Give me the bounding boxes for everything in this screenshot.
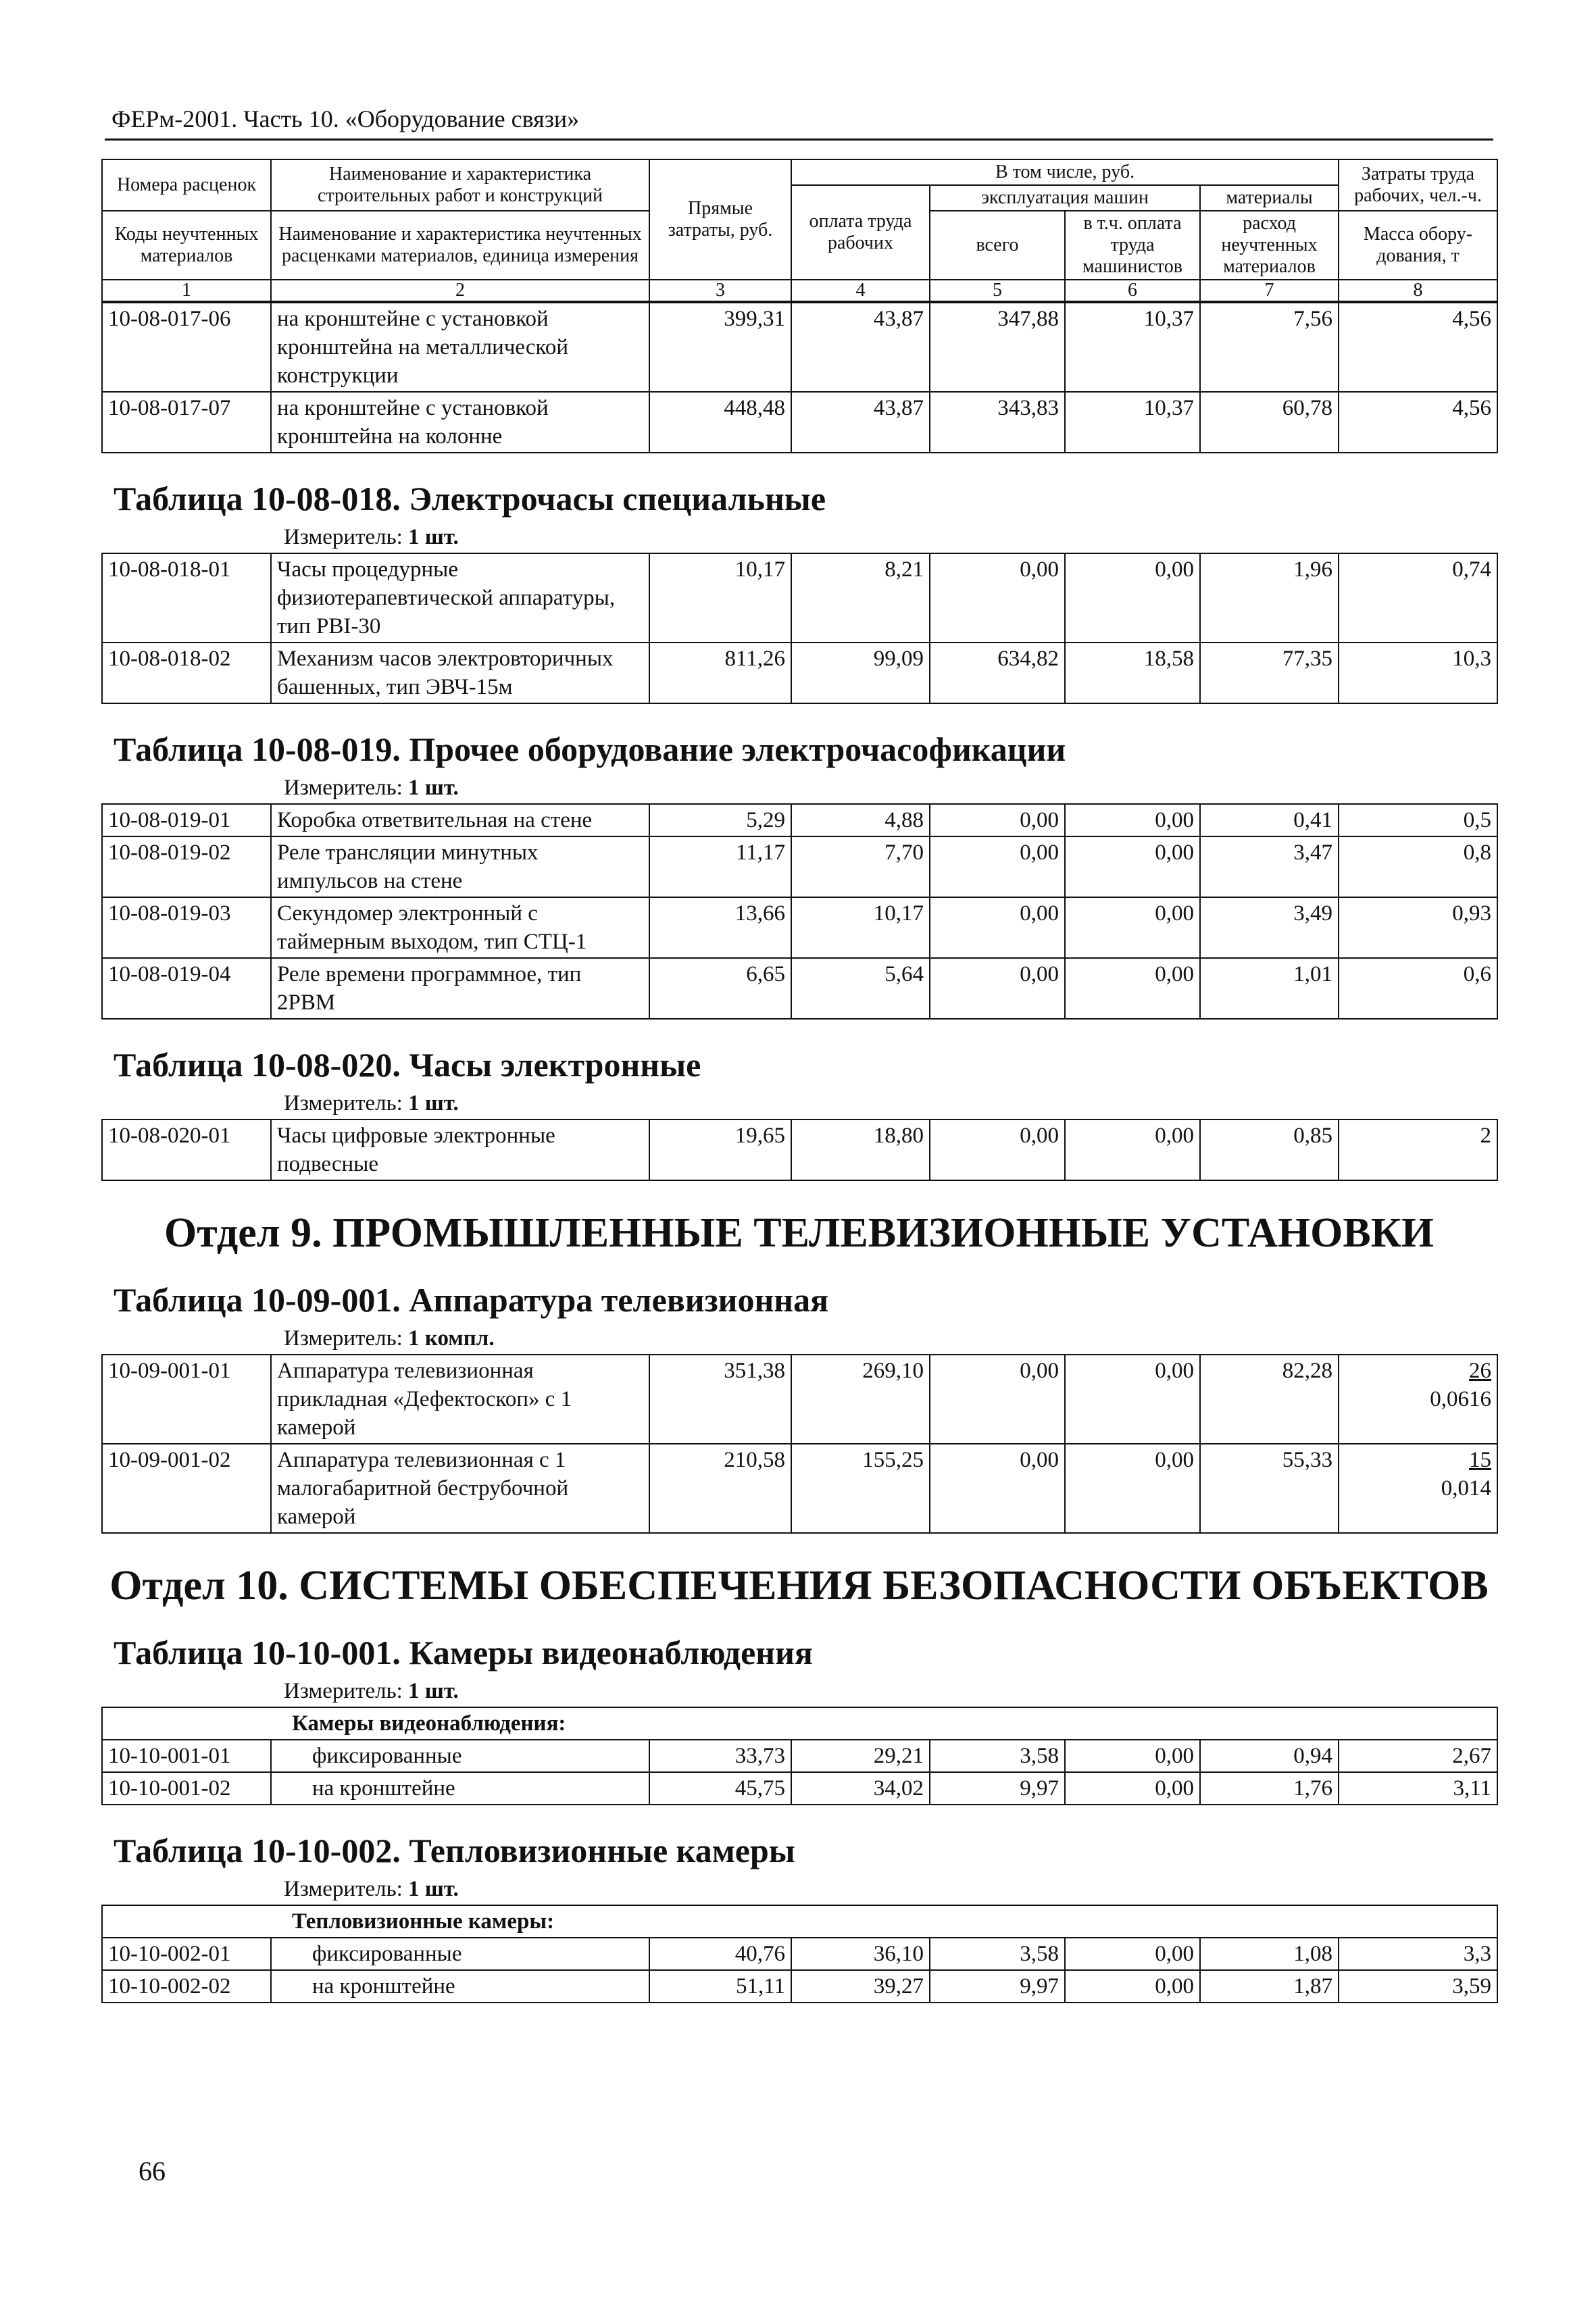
table-10-08-020: [101, 1119, 1498, 1181]
table-row: [102, 553, 1497, 643]
row-c7: 1,08: [1200, 1938, 1339, 1970]
row-c5: 0,00: [930, 958, 1065, 1019]
table-title: Таблица 10-10-001. Камеры видеонаблюдения: [114, 1634, 813, 1671]
row-code: 10-08-018-01: [102, 553, 271, 643]
col-num: 7: [1200, 280, 1339, 301]
row-c4: 18,80: [791, 1120, 930, 1180]
row-name: на кронштейне: [271, 1772, 649, 1805]
meter-line: [284, 1877, 1497, 1902]
row-c3: 11,17: [649, 836, 791, 897]
table-row: [102, 392, 1497, 453]
row-c5: 343,83: [930, 392, 1065, 453]
meter-label: Измеритель:: [284, 1679, 403, 1703]
row-name: Часы цифровые электронные подвесные: [271, 1120, 649, 1180]
row-c3: 45,75: [649, 1772, 791, 1805]
meter-value: 1 компл.: [408, 1326, 495, 1351]
table-row: [102, 303, 1497, 392]
row-name: Коробка ответвительная на стене: [271, 804, 649, 836]
row-c8: [1339, 1444, 1497, 1533]
table-row: [102, 1355, 1497, 1444]
row-c7: 1,87: [1200, 1970, 1339, 2003]
table-row: [102, 958, 1497, 1019]
row-c8: 3,11: [1339, 1772, 1497, 1805]
row-c6: 0,00: [1065, 1355, 1200, 1444]
col-num: 1: [102, 280, 271, 301]
row-c6: 10,37: [1065, 392, 1200, 453]
labor-value: 26: [1469, 1359, 1491, 1383]
group-label: Тепловизионные камеры:: [102, 1905, 1497, 1938]
row-code: 10-08-017-07: [102, 392, 271, 453]
meter-line: [284, 776, 1497, 801]
row-c6: 0,00: [1065, 1740, 1200, 1772]
row-c3: 40,76: [649, 1938, 791, 1970]
row-c5: 3,58: [930, 1740, 1065, 1772]
row-c7: 1,96: [1200, 553, 1339, 643]
row-c3: 33,73: [649, 1740, 791, 1772]
meter-label: Измеритель:: [284, 776, 403, 800]
row-c5: 0,00: [930, 1120, 1065, 1180]
row-c4: 5,64: [791, 958, 930, 1019]
row-c5: 0,00: [930, 1444, 1065, 1533]
row-code: 10-08-017-06: [102, 303, 271, 392]
row-c8: 0,8: [1339, 836, 1497, 897]
group-row: [102, 1707, 1497, 1740]
row-c8: [1339, 1355, 1497, 1444]
row-c3: 448,48: [649, 392, 791, 453]
meter-label: Измеритель:: [284, 1326, 403, 1351]
col-num: 2: [271, 280, 649, 301]
row-code: 10-08-018-02: [102, 643, 271, 703]
meter-label: Измеритель:: [284, 525, 403, 549]
row-c3: 51,11: [649, 1970, 791, 2003]
row-c3: 811,26: [649, 643, 791, 703]
row-c4: 99,09: [791, 643, 930, 703]
row-code: 10-08-019-02: [102, 836, 271, 897]
row-c6: 0,00: [1065, 1120, 1200, 1180]
table-row: [102, 1970, 1497, 2003]
row-c3: 399,31: [649, 303, 791, 392]
row-c3: 10,17: [649, 553, 791, 643]
meter-line: [284, 1326, 1497, 1351]
row-c3: 351,38: [649, 1355, 791, 1444]
row-name: Реле времени программное, тип 2РВМ: [271, 958, 649, 1019]
hdr-col3: Прямые затраты, руб.: [649, 159, 791, 280]
hdr-col6: в т.ч. оплата труда машинистов: [1065, 211, 1200, 280]
row-name: Аппаратура телевизионная прикладная «Дефектоскоп» с 1 камерой: [271, 1355, 649, 1444]
row-c6: 0,00: [1065, 1938, 1200, 1970]
table-title: Таблица 10-08-020. Часы электронные: [114, 1046, 701, 1084]
row-code: 10-10-001-01: [102, 1740, 271, 1772]
col-num: 4: [791, 280, 930, 301]
row-name: Аппаратура телевизионная с 1 малогабаритной беструбочной камерой: [271, 1444, 649, 1533]
column-header-table: [101, 159, 1498, 302]
row-c5: 347,88: [930, 303, 1065, 392]
table-10-08-018: [101, 553, 1498, 704]
row-c4: 29,21: [791, 1740, 930, 1772]
row-c7: 0,41: [1200, 804, 1339, 836]
row-name: фиксированные: [271, 1740, 649, 1772]
meter-value: 1 шт.: [408, 1091, 459, 1115]
table-row: [102, 1444, 1497, 1533]
hdr-col8-top: Затраты труда рабочих, чел.-ч.: [1339, 159, 1497, 211]
row-code: 10-10-001-02: [102, 1772, 271, 1805]
row-name: на кронштейне с установкой кронштейна на металлической конструкции: [271, 303, 649, 392]
row-c7: 1,76: [1200, 1772, 1339, 1805]
row-c7: 3,49: [1200, 897, 1339, 958]
row-c4: 4,88: [791, 804, 930, 836]
row-name: на кронштейне с установкой кронштейна на колонне: [271, 392, 649, 453]
table-title: Таблица 10-09-001. Аппаратура телевизионная: [114, 1281, 829, 1319]
row-c6: 0,00: [1065, 553, 1200, 643]
row-c4: 8,21: [791, 553, 930, 643]
row-c6: 0,00: [1065, 958, 1200, 1019]
row-c8: 0,93: [1339, 897, 1497, 958]
row-c3: 13,66: [649, 897, 791, 958]
col-num: 6: [1065, 280, 1200, 301]
meter-value: 1 шт.: [408, 525, 459, 549]
row-c5: 0,00: [930, 836, 1065, 897]
row-c4: 10,17: [791, 897, 930, 958]
row-c7: 3,47: [1200, 836, 1339, 897]
row-c7: 55,33: [1200, 1444, 1339, 1533]
table-10-08-019: [101, 803, 1498, 1020]
hdr-col1-bottom: Коды неучтенных материалов: [102, 211, 271, 280]
table-row: [102, 1740, 1497, 1772]
row-code: 10-09-001-02: [102, 1444, 271, 1533]
row-c4: 36,10: [791, 1938, 930, 1970]
row-c5: 0,00: [930, 804, 1065, 836]
hdr-col2-top: Наименование и характеристика строительных работ и конструкций: [271, 159, 649, 211]
meter-value: 1 шт.: [408, 1877, 459, 1901]
table-row: [102, 804, 1497, 836]
table-10-10-002: [101, 1905, 1498, 2003]
table-row: [102, 1120, 1497, 1180]
hdr-materials: материалы: [1200, 185, 1339, 211]
row-c6: 0,00: [1065, 804, 1200, 836]
row-c5: 0,00: [930, 553, 1065, 643]
col-num: 8: [1339, 280, 1497, 301]
row-c6: 0,00: [1065, 836, 1200, 897]
group-row: [102, 1905, 1497, 1938]
row-c7: 77,35: [1200, 643, 1339, 703]
row-name: на кронштейне: [271, 1970, 649, 2003]
row-c6: 0,00: [1065, 897, 1200, 958]
row-c5: 3,58: [930, 1938, 1065, 1970]
row-code: 10-08-019-04: [102, 958, 271, 1019]
hdr-col2-bottom: Наименование и характеристика неучтенных расценками материалов, единица измерения: [271, 211, 649, 280]
row-c7: 0,94: [1200, 1740, 1339, 1772]
meter-label: Измеритель:: [284, 1091, 403, 1115]
row-c5: 9,97: [930, 1772, 1065, 1805]
hdr-col7: расход неучтенных материалов: [1200, 211, 1339, 280]
row-c5: 0,00: [930, 897, 1065, 958]
row-c7: 82,28: [1200, 1355, 1339, 1444]
hdr-machines: эксплуатация машин: [930, 185, 1200, 211]
row-name: Реле трансляции минутных импульсов на стене: [271, 836, 649, 897]
row-c8: 4,56: [1339, 392, 1497, 453]
col-num: 5: [930, 280, 1065, 301]
table-row: [102, 643, 1497, 703]
header-rule: [105, 139, 1493, 141]
row-c8: 3,59: [1339, 1970, 1497, 2003]
row-c8: 4,56: [1339, 303, 1497, 392]
page-body: [101, 159, 1497, 2003]
row-c7: 60,78: [1200, 392, 1339, 453]
table-title: Таблица 10-10-002. Тепловизионные камеры: [114, 1832, 795, 1869]
row-c5: 634,82: [930, 643, 1065, 703]
rows-top-table: [101, 302, 1498, 453]
row-name: Часы процедурные физиотерапевтической аппаратуры, тип РВI-30: [271, 553, 649, 643]
row-c4: 43,87: [791, 303, 930, 392]
row-code: 10-08-019-01: [102, 804, 271, 836]
row-c8: 0,74: [1339, 553, 1497, 643]
meter-line: [284, 1679, 1497, 1704]
hdr-col4: оплата труда рабочих: [791, 185, 930, 280]
row-c4: 269,10: [791, 1355, 930, 1444]
row-c3: 6,65: [649, 958, 791, 1019]
mass-value: 0,0616: [1430, 1387, 1491, 1411]
row-c6: 18,58: [1065, 643, 1200, 703]
meter-line: [284, 1091, 1497, 1116]
table-title: Таблица 10-08-018. Электрочасы специальные: [114, 480, 826, 518]
table-row: [102, 897, 1497, 958]
hdr-incl: В том числе, руб.: [791, 159, 1339, 185]
row-c8: 10,3: [1339, 643, 1497, 703]
row-c8: 3,3: [1339, 1938, 1497, 1970]
row-c3: 5,29: [649, 804, 791, 836]
hdr-col5: всего: [930, 211, 1065, 280]
row-c4: 39,27: [791, 1970, 930, 2003]
section-heading: Отдел 9. ПРОМЫШЛЕННЫЕ ТЕЛЕВИЗИОННЫЕ УСТАНОВКИ: [164, 1210, 1434, 1256]
row-c8: 0,5: [1339, 804, 1497, 836]
meter-line: [284, 525, 1497, 550]
row-code: 10-08-020-01: [102, 1120, 271, 1180]
row-code: 10-08-019-03: [102, 897, 271, 958]
row-name: фиксированные: [271, 1938, 649, 1970]
row-c6: 10,37: [1065, 303, 1200, 392]
row-c4: 7,70: [791, 836, 930, 897]
group-label: Камеры видеонаблюдения:: [102, 1707, 1497, 1740]
row-c8: 2,67: [1339, 1740, 1497, 1772]
row-c5: 0,00: [930, 1355, 1065, 1444]
col-num: 3: [649, 280, 791, 301]
row-c6: 0,00: [1065, 1444, 1200, 1533]
hdr-col1-top: Номера расценок: [102, 159, 271, 211]
page-number: 66: [139, 2156, 166, 2186]
row-code: 10-10-002-01: [102, 1938, 271, 1970]
row-name: Секундомер электронный с таймерным выходом, тип СТЦ-1: [271, 897, 649, 958]
row-c7: 0,85: [1200, 1120, 1339, 1180]
mass-value: 0,014: [1441, 1476, 1491, 1501]
row-c5: 9,97: [930, 1970, 1065, 2003]
hdr-col8-bottom: Масса обору-дования, т: [1339, 211, 1497, 280]
row-c3: 210,58: [649, 1444, 791, 1533]
labor-value: 15: [1469, 1448, 1491, 1472]
table-row: [102, 1938, 1497, 1970]
table-10-10-001: [101, 1707, 1498, 1805]
row-c4: 155,25: [791, 1444, 930, 1533]
table-10-09-001: [101, 1354, 1498, 1534]
row-code: 10-09-001-01: [102, 1355, 271, 1444]
row-c7: 7,56: [1200, 303, 1339, 392]
table-row: [102, 1772, 1497, 1805]
row-c4: 43,87: [791, 392, 930, 453]
section-heading: Отдел 10. СИСТЕМЫ ОБЕСПЕЧЕНИЯ БЕЗОПАСНОСТИ ОБЪЕКТОВ: [109, 1563, 1489, 1609]
row-code: 10-10-002-02: [102, 1970, 271, 2003]
row-c6: 0,00: [1065, 1772, 1200, 1805]
row-c4: 34,02: [791, 1772, 930, 1805]
row-c8: 2: [1339, 1120, 1497, 1180]
meter-value: 1 шт.: [408, 776, 459, 800]
row-c8: 0,6: [1339, 958, 1497, 1019]
row-c3: 19,65: [649, 1120, 791, 1180]
meter-value: 1 шт.: [408, 1679, 459, 1703]
running-header: ФЕРм-2001. Часть 10. «Оборудование связи»: [111, 105, 580, 132]
row-name: Механизм часов электровторичных башенных, тип ЭВЧ-15м: [271, 643, 649, 703]
row-c7: 1,01: [1200, 958, 1339, 1019]
table-title: Таблица 10-08-019. Прочее оборудование электрочасофикации: [114, 730, 1066, 768]
meter-label: Измеритель:: [284, 1877, 403, 1901]
row-c6: 0,00: [1065, 1970, 1200, 2003]
table-row: [102, 836, 1497, 897]
